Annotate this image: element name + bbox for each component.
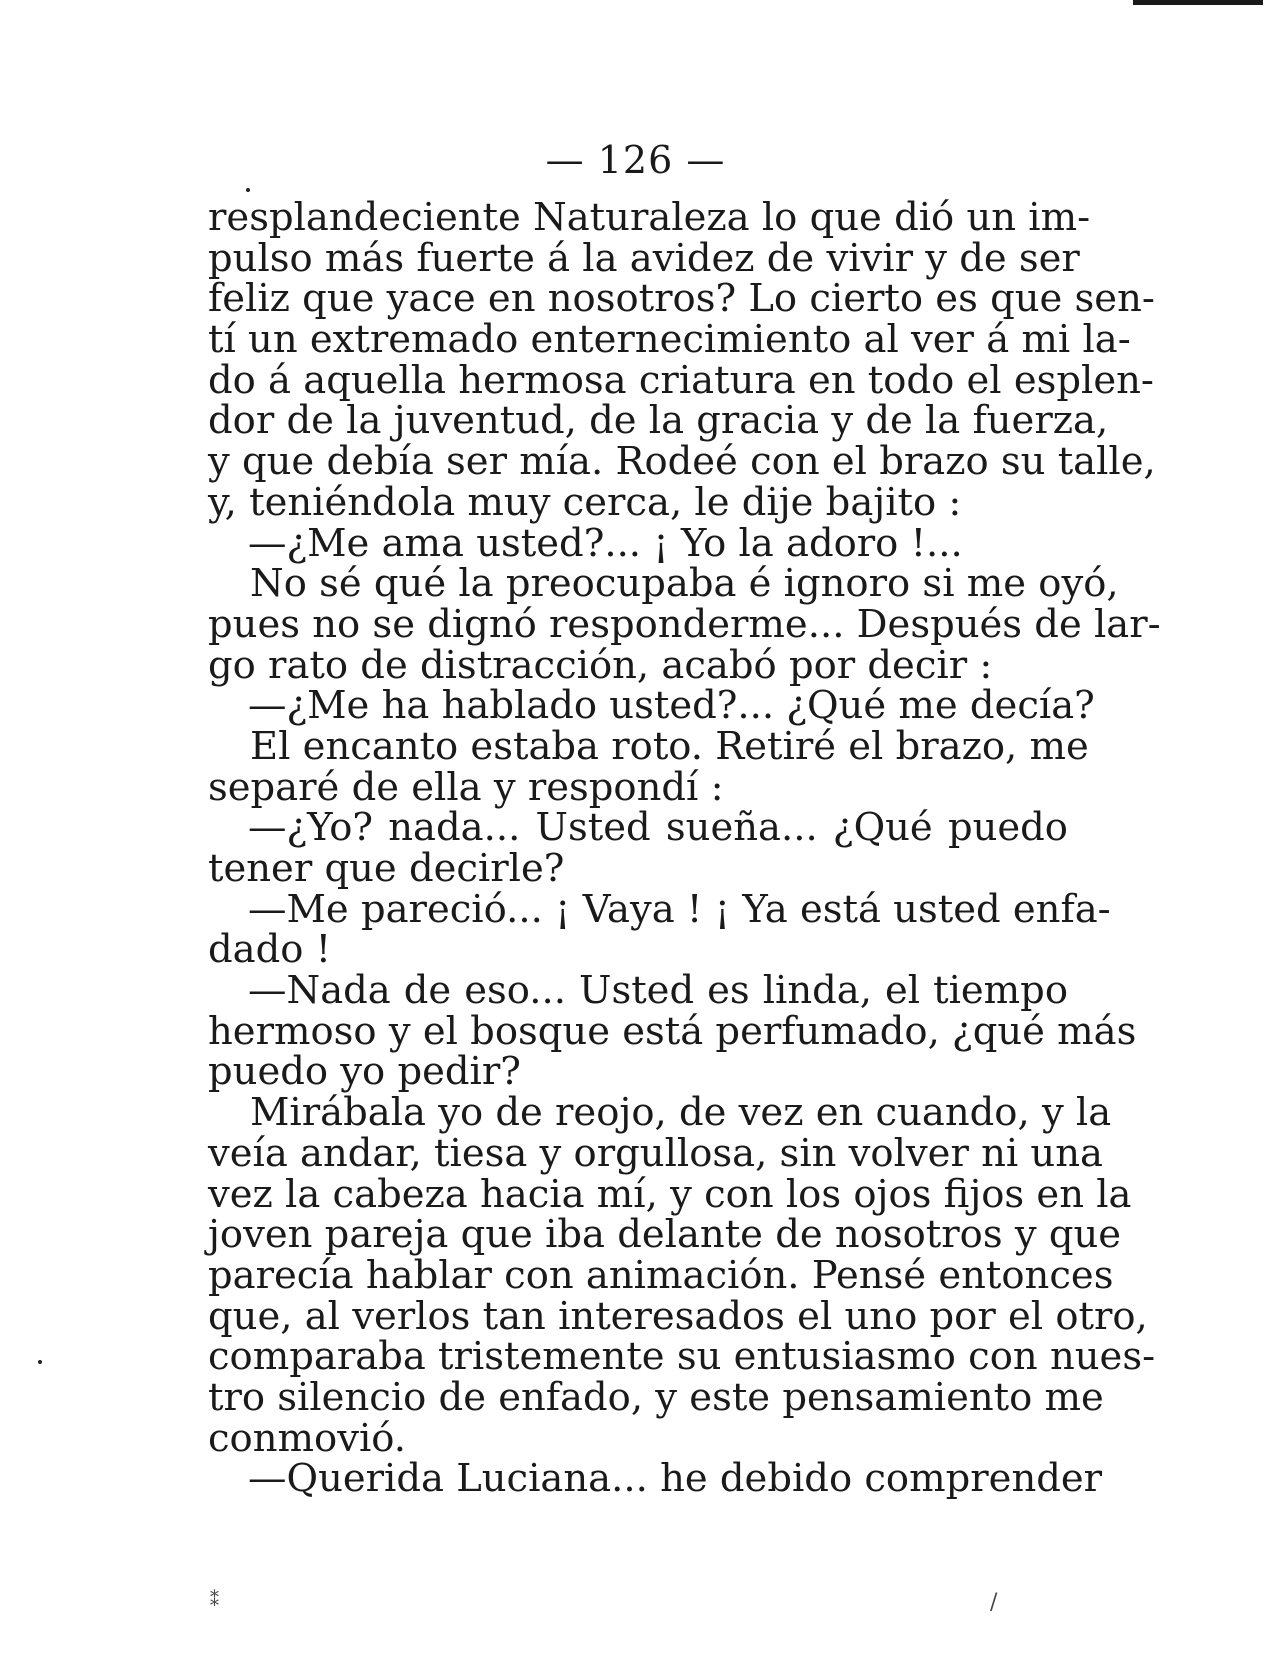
text-line: tener que decirle? bbox=[208, 846, 565, 891]
text-line: dado ! bbox=[208, 927, 332, 973]
text-line: conmovió. bbox=[208, 1415, 407, 1461]
text-line: parecía hablar con animación. Pensé entonces bbox=[208, 1252, 1114, 1298]
text-line: veía andar, tiesa y orgullosa, sin volver ni una bbox=[208, 1130, 1103, 1176]
body-text bbox=[208, 195, 1161, 1502]
text-line: resplandeciente Naturaleza lo que dió un im- bbox=[208, 195, 1091, 240]
text-line: go rato de distracción, acabó por decir : bbox=[208, 642, 993, 688]
text-line: tí un extremado enternecimiento al ver á mi la- bbox=[208, 317, 1131, 363]
bottom-right-stray-mark: / bbox=[990, 1590, 998, 1615]
page-number: — 126 — bbox=[545, 138, 726, 182]
text-line: tro silencio de enfado, y este pensamiento me bbox=[208, 1374, 1104, 1420]
text-line: separé de ella y respondí : bbox=[208, 764, 724, 810]
text-line: dor de la juventud, de la gracia y de la fuerza, bbox=[208, 398, 1109, 444]
text-line: comparaba tristemente su entusiasmo con nues- bbox=[208, 1334, 1156, 1380]
text-line: —Querida Luciana... he debido comprender bbox=[248, 1456, 1103, 1502]
text-line: puedo yo pedir? bbox=[208, 1049, 521, 1095]
text-line: do á aquella hermosa criatura en todo el esplen- bbox=[208, 357, 1154, 403]
text-line: vez la cabeza hacia mí, y con los ojos fijos en la bbox=[208, 1171, 1132, 1217]
text-line: —Me pareció... ¡ Vaya ! ¡ Ya está usted enfa- bbox=[248, 886, 1111, 932]
text-line: joven pareja que iba delante de nosotros y que bbox=[208, 1212, 1122, 1258]
text-line: —¿Me ha hablado usted?... ¿Qué me decía? bbox=[248, 683, 1095, 729]
ink-speck bbox=[246, 188, 250, 192]
text-line: No sé qué la preocupaba é ignoro si me oyó, bbox=[250, 561, 1119, 607]
text-line: —¿Me ama usted?... ¡ Yo la adoro !... bbox=[248, 520, 963, 566]
text-line: —¿Yo? nada... Usted sueña... ¿Qué puedo bbox=[248, 805, 1068, 851]
ink-speck bbox=[38, 1360, 42, 1364]
text-line: feliz que yace en nosotros? Lo cierto es que sen- bbox=[208, 276, 1155, 322]
text-line: Mirábala yo de reojo, de vez en cuando, y la bbox=[250, 1090, 1112, 1136]
text-line: pues no se dignó responderme... Después de lar- bbox=[208, 601, 1161, 647]
top-edge-rule bbox=[1133, 0, 1263, 5]
text-line: que, al verlos tan interesados el uno por el otro, bbox=[208, 1293, 1148, 1339]
text-line: —Nada de eso... Usted es linda, el tiempo bbox=[248, 968, 1068, 1014]
bottom-left-printer-mark: ⁑ bbox=[210, 1590, 219, 1611]
text-line: y, teniéndola muy cerca, le dije bajito : bbox=[208, 479, 962, 525]
text-line: hermoso y el bosque está perfumado, ¿qué más bbox=[208, 1008, 1137, 1054]
text-line: pulso más fuerte á la avidez de vivir y de ser bbox=[208, 235, 1080, 281]
text-line: El encanto estaba roto. Retiré el brazo, me bbox=[250, 723, 1089, 769]
text-line: y que debía ser mía. Rodeé con el brazo su talle, bbox=[208, 439, 1156, 485]
